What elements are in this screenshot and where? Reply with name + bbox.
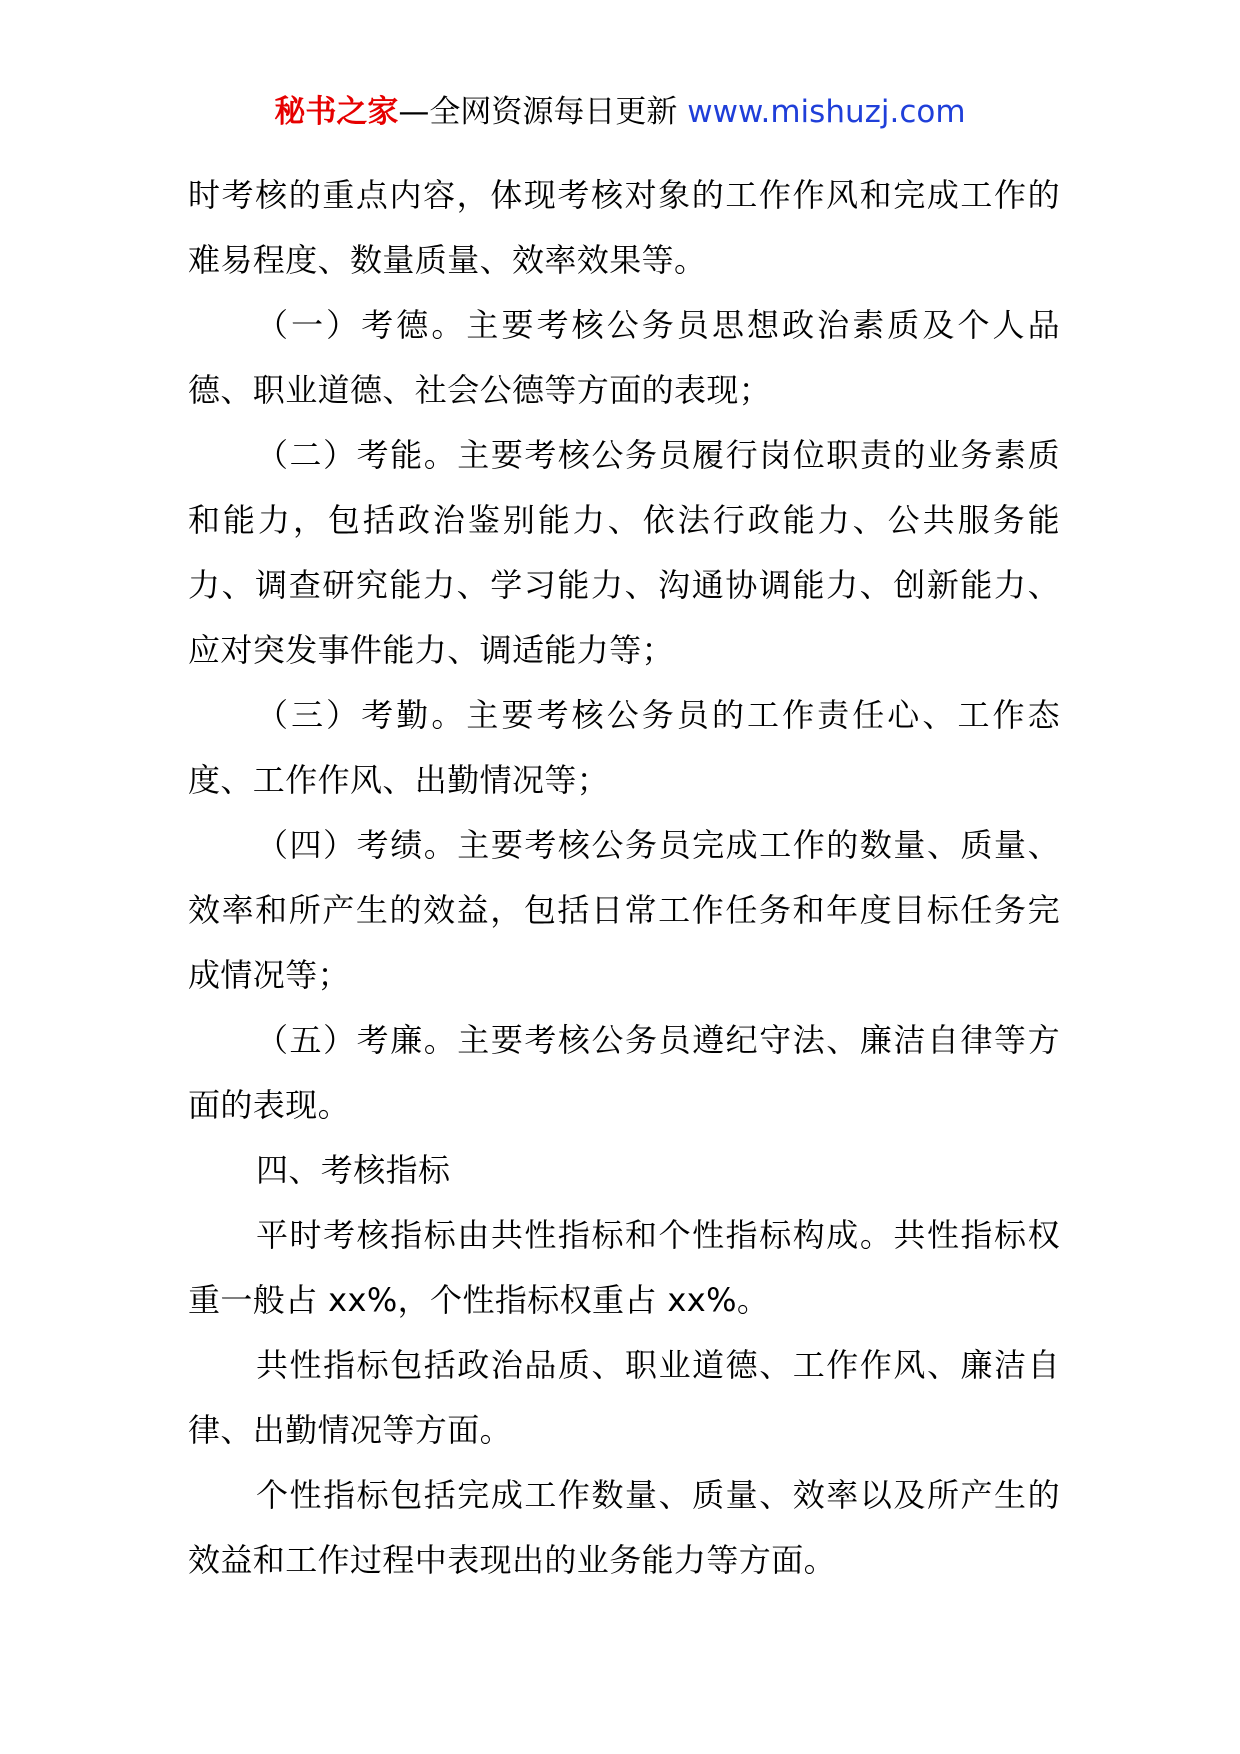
paragraph-kaoqin: （三）考勤。主要考核公务员的工作责任心、工作态度、工作作风、出勤情况等； (188, 696, 1060, 799)
site-header (0, 92, 1240, 132)
paragraph-kaode: （一）考德。主要考核公务员思想政治素质及个人品德、职业道德、社会公德等方面的表现； (188, 306, 1060, 409)
paragraph-common-indicators: 共性指标包括政治品质、职业道德、工作作风、廉洁自律、出勤情况等方面。 (188, 1346, 1060, 1449)
header-slogan: —全网资源每日更新 (398, 94, 688, 130)
brand-name: 秘书之家 (274, 94, 399, 130)
paragraph-kaoneng: （二）考能。主要考核公务员履行岗位职责的业务素质和能力，包括政治鉴别能力、依法行政能力、公共服务能力、调查研究能力、学习能力、沟通协调能力、创新能力、应对突发事件能力、调适能力等； (188, 436, 1060, 669)
section-heading-indicators: 四、考核指标 (256, 1151, 451, 1189)
paragraph-individual-indicators: 个性指标包括完成工作数量、质量、效率以及所产生的效益和工作过程中表现出的业务能力等方面。 (188, 1476, 1060, 1579)
document-body (188, 163, 1060, 1593)
paragraph-kaoji: （四）考绩。主要考核公务员完成工作的数量、质量、效率和所产生的效益，包括日常工作任务和年度目标任务完成情况等； (188, 826, 1060, 994)
paragraph-indicator-weights: 平时考核指标由共性指标和个性指标构成。共性指标权重一般占 xx%，个性指标权重占 xx%。 (188, 1216, 1060, 1319)
paragraph-kaolian: （五）考廉。主要考核公务员遵纪守法、廉洁自律等方面的表现。 (188, 1021, 1060, 1124)
site-url-link[interactable]: www.mishuzj.com (687, 94, 966, 130)
paragraph-continuation: 时考核的重点内容，体现考核对象的工作作风和完成工作的难易程度、数量质量、效率效果等。 (188, 176, 1060, 279)
